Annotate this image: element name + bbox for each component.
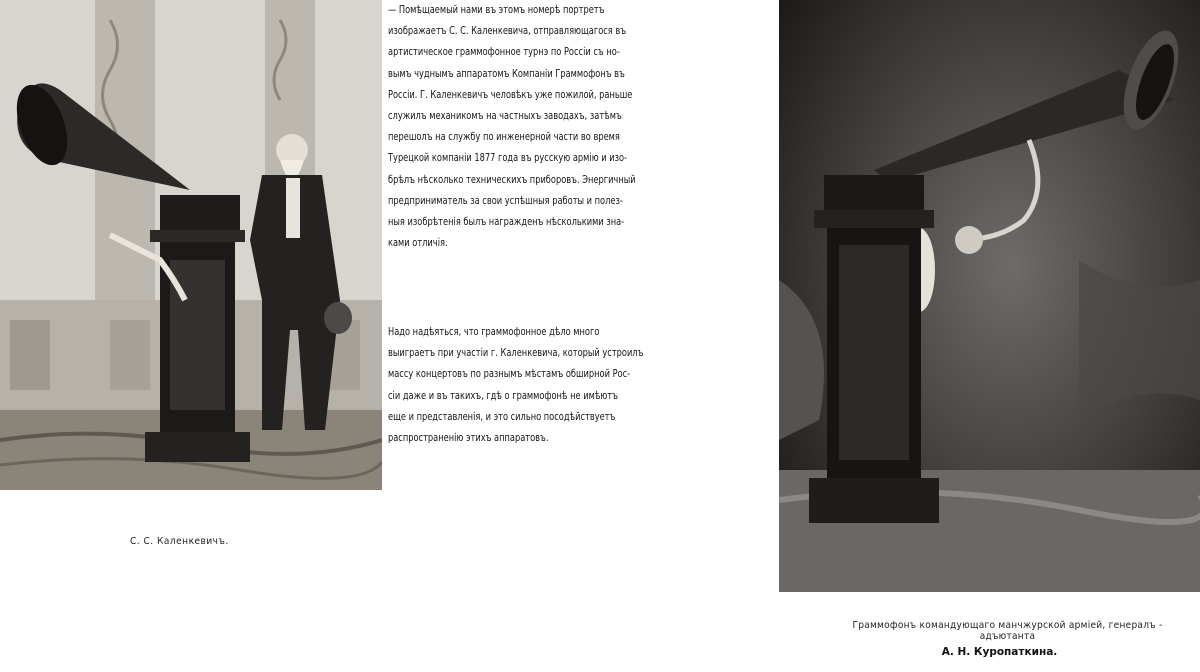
photo-gramophone-illustration — [779, 0, 1200, 592]
caption-left-area — [0, 492, 382, 592]
article-paragraph-1: — Помѣщаемый нами въ этомъ номерѣ портретъ изображаетъ С. С. Каленкевича, отправляющагося въ артистическое граммофонное турнэ по Россіи съ но- вымъ чуднымъ аппаратомъ Компаніи Граммофонъ въ Россіи. Г. Каленкевичъ человѣкъ уже пожилой, раньше служилъ механикомъ на частныхъ заводахъ, затѣмъ перешолъ на службу по инженерной части во время Турецкой компаніи 1877 года въ русскую армію и изо- брѣлъ нѣсколько техническихъ приборовъ. Энергичный предприниматель за свои успѣшныя работы и полез- ныя изобрѣтенія былъ награжденъ нѣсколькими зна- ками отличія. — [388, 4, 636, 250]
caption-gramophone-line-1: Граммофонъ командующаго манчжурской арміей, генералъ - адъютанта — [852, 620, 1163, 642]
photo-kalenkevich — [0, 0, 382, 490]
photo-kalenkevich-illustration — [0, 0, 382, 490]
caption-right-area — [779, 620, 1200, 668]
caption-kalenkevich: С. С. Каленкевичъ. — [130, 536, 229, 547]
article-text — [388, 0, 774, 520]
article-paragraph-2: Надо надѣяться, что граммофонное дѣло много выиграетъ при участіи г. Каленкевича, который устроилъ массу концертовъ по разнымъ мѣстамъ обширной Рос- сіи даже и въ такихъ, гдѣ о граммофонѣ не имѣютъ еще и представленія, и это сильно посодѣйствуетъ распространенію этихъ аппаратовъ. — [388, 326, 644, 445]
caption-gramophone-line-2: А. Н. Куропаткина. — [941, 646, 1058, 658]
photo-kuropatkin-gramophone — [779, 0, 1200, 592]
